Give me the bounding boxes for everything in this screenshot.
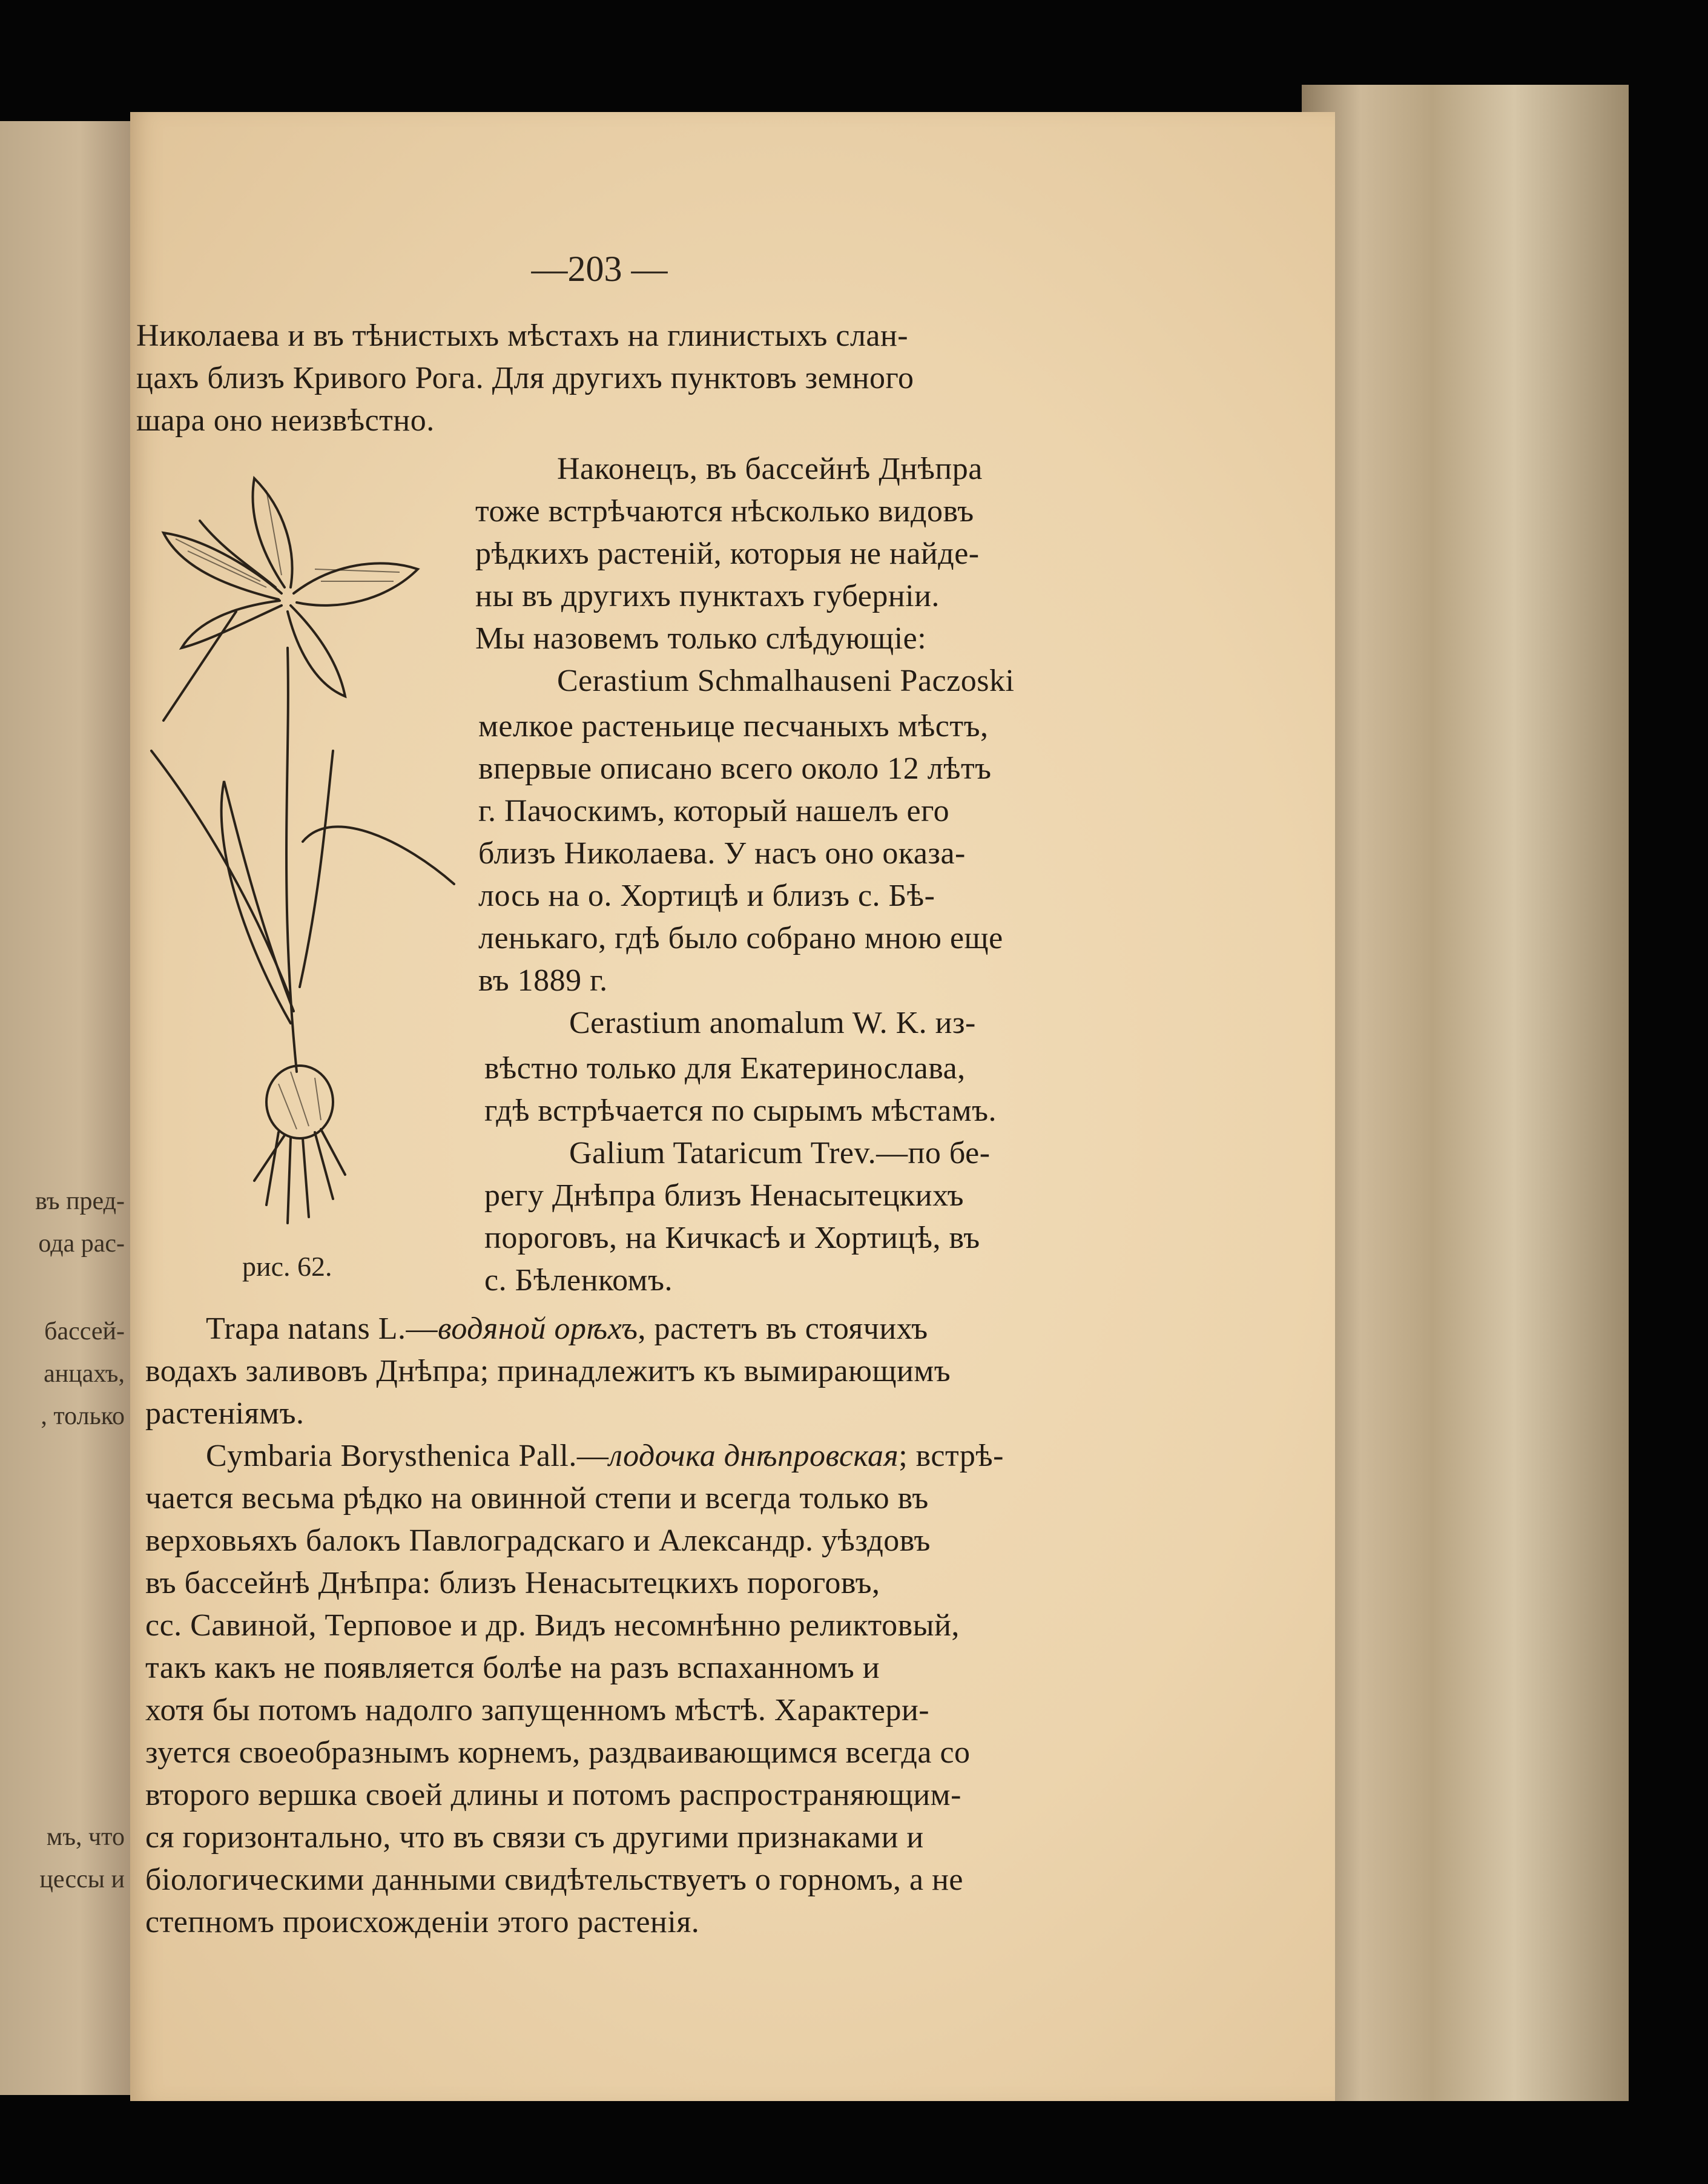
text-line: гдѣ встрѣчается по сырымъ мѣстамъ. — [484, 1094, 997, 1128]
text-fragment: , растетъ въ стоячихъ — [638, 1311, 928, 1346]
text-line: впервые описано всего около 12 лѣтъ — [478, 751, 992, 786]
left-page-fragment: , только — [41, 1402, 125, 1430]
left-page-fragment: анцахъ, — [44, 1360, 125, 1388]
page-edges — [1302, 85, 1629, 2101]
text-line: ленькаго, гдѣ было собрано мною еще — [478, 921, 1003, 955]
left-page-fragment: бассей- — [44, 1318, 125, 1345]
left-page-fragment: ода рас- — [38, 1230, 125, 1258]
text-line: цахъ близъ Кривого Рога. Для другихъ пунктовъ земного — [136, 361, 914, 395]
species-name: Trapa natans L.— — [206, 1311, 438, 1346]
text-line: Николаева и въ тѣнистыхъ мѣстахъ на глинистыхъ слан- — [136, 318, 909, 353]
text-line — [206, 1438, 1004, 1474]
text-line: мелкое растеньице песчаныхъ мѣстъ, — [478, 709, 989, 744]
text-line: близъ Николаева. У насъ оно оказа- — [478, 836, 966, 871]
text-line: ся горизонтально, что въ связи съ другими признаками и — [145, 1820, 924, 1855]
left-facing-page — [0, 121, 133, 2095]
text-line: Наконецъ, въ бассейнѣ Днѣпра — [557, 452, 983, 486]
text-line: пороговъ, на Кичкасѣ и Хортицѣ, въ — [484, 1221, 980, 1255]
text-line: такъ какъ не появляется болѣе на разъ вспаханномъ и — [145, 1651, 880, 1685]
text-line: Cerastium Schmalhauseni Paczoski — [557, 664, 1015, 698]
text-line: регу Днѣпра близъ Ненасытецкихъ — [484, 1178, 964, 1213]
text-line: вѣстно только для Екатеринослава, — [484, 1051, 966, 1086]
text-line: г. Пачоскимъ, который нашелъ его — [478, 794, 950, 828]
text-line: степномъ происхожденіи этого растенія. — [145, 1905, 700, 1939]
common-name: водяной орѣхъ — [438, 1311, 638, 1346]
page-number: —203 — — [531, 249, 668, 289]
text-line: верховьяхъ балокъ Павлоградскаго и Александр. уѣздовъ — [145, 1523, 931, 1558]
text-line: с. Бѣленкомъ. — [484, 1263, 673, 1298]
text-line: въ 1889 г. — [478, 963, 608, 998]
text-line: шара оно неизвѣстно. — [136, 403, 435, 438]
text-line: водахъ заливовъ Днѣпра; принадлежитъ къ вымирающимъ — [145, 1354, 951, 1388]
left-page-fragment: въ пред- — [35, 1187, 125, 1215]
text-line: въ бассейнѣ Днѣпра: близъ Ненасытецкихъ пороговъ, — [145, 1566, 880, 1600]
text-line: Galium Tataricum Trev.—по бе- — [569, 1136, 991, 1170]
text-line: Мы назовемъ только слѣдующіе: — [475, 621, 927, 656]
left-page-fragment: цессы и — [39, 1866, 125, 1893]
text-line: ны въ другихъ пунктахъ губерніи. — [475, 579, 940, 613]
text-line: лось на о. Хортицѣ и близъ с. Бѣ- — [478, 879, 935, 913]
text-line: второго вершка своей длины и потомъ распространяющим- — [145, 1778, 961, 1812]
text-line: сс. Савиной, Терповое и др. Видъ несомнѣнно реликтовый, — [145, 1608, 960, 1643]
text-line: хотя бы потомъ надолго запущенномъ мѣстѣ. Характери- — [145, 1693, 930, 1727]
text-line: зуется своеобразнымъ корнемъ, раздваивающимся всегда со — [145, 1735, 971, 1770]
text-line: тоже встрѣчаются нѣсколько видовъ — [475, 494, 974, 529]
text-fragment: ; встрѣ- — [899, 1439, 1004, 1473]
text-line: чается весьма рѣдко на овинной степи и всегда только въ — [145, 1481, 929, 1516]
text-line: біологическими данными свидѣтельствуетъ о горномъ, а не — [145, 1862, 963, 1897]
text-line: растеніямъ. — [145, 1396, 305, 1431]
species-name: Cymbaria Borysthenica Pall.— — [206, 1439, 609, 1473]
figure-caption: рис. 62. — [242, 1251, 332, 1282]
plant-illustration — [139, 466, 478, 1253]
text-line: рѣдкихъ растеній, которыя не найде- — [475, 536, 980, 571]
text-line: Cerastium anomalum W. K. из- — [569, 1006, 976, 1040]
left-page-fragment: мъ, что — [46, 1823, 125, 1851]
text-line — [206, 1311, 928, 1347]
common-name: лодочка днѣпровская — [608, 1439, 899, 1473]
